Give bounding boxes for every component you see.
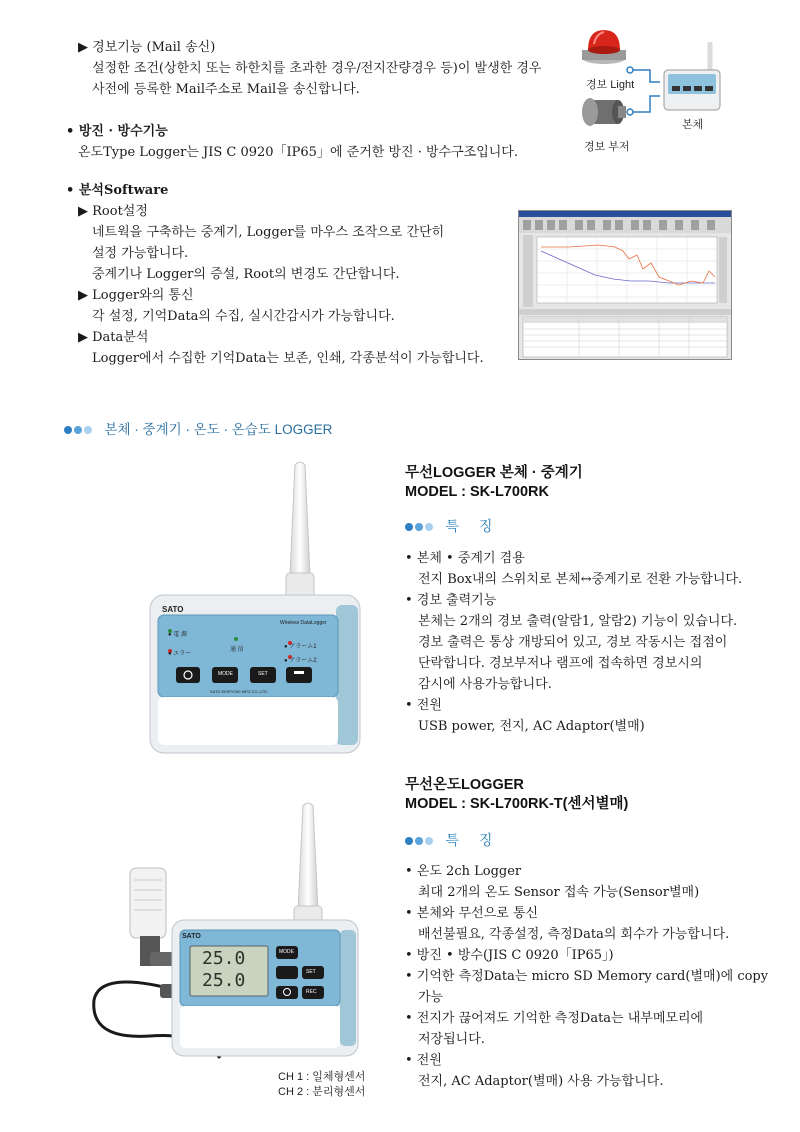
communication-text: 각 설정, 기억Data의 수집, 실시간감시가 가능합니다. — [92, 309, 395, 324]
alarm-function-text: 설정한 조건(상한치 또는 하한치를 초과한 경우/전지잔량경우 등)이 발생한 경우 — [92, 61, 542, 76]
buzzer-label: 경보 부저 — [584, 141, 630, 153]
mini-logger-icon — [664, 42, 720, 110]
product1-feature-title — [405, 516, 500, 536]
product1-name: 무선LOGGER 본체 · 중계기 — [405, 465, 583, 481]
product1-image — [140, 455, 370, 760]
product1-feature-line: USB power, 전지, AC Adaptor(별매) — [418, 719, 645, 734]
product1-set-button: SET — [258, 671, 268, 677]
product1-led-comm: 通 信 — [230, 647, 244, 653]
buzzer-icon — [582, 98, 626, 126]
product1-model: MODEL : SK-L700RK — [405, 484, 549, 500]
root-setting-text: 설정 가능합니다. — [92, 246, 189, 261]
product2-lcd-ch1: 25.0 — [202, 948, 246, 969]
waterproof-text: 온도Type Logger는 JIS C 0920「IP65」에 준거한 방진 · 방수구조입니다. — [78, 145, 519, 160]
product1-led-alarm1: ● アラーム1 — [284, 644, 317, 650]
product2-feature-line: • 본체와 무선으로 통신 — [405, 906, 539, 921]
product2-rec-button: REC — [306, 989, 317, 995]
communication-heading: ▶ Logger와의 통신 — [78, 288, 194, 303]
product2-feature-line: • 전원 — [405, 1053, 442, 1068]
alarm-function-text: 사전에 등록한 Mail주소로 Mail을 송신합니다. — [92, 82, 360, 97]
root-setting-text: 중계기나 Logger의 증설, Root의 변경도 간단합니다. — [92, 267, 400, 282]
product2-feature-line: 전지, AC Adaptor(별매) 사용 가능합니다. — [418, 1074, 664, 1089]
product2-feature-line: • 기억한 측정Data는 micro SD Memory card(별매)에 copy — [405, 969, 769, 984]
product1-feature-line: 단락합니다. 경보부저나 램프에 접속하면 경보시의 — [418, 656, 703, 671]
alarm-light-label: 경보 Light — [586, 79, 635, 91]
waterproof-heading: • 방진 · 방수기능 — [66, 124, 168, 139]
product1-brand: SATO — [162, 605, 184, 614]
product1-panel-label: Wireless DataLogger — [280, 620, 327, 626]
product1-feature-line: 경보 출력은 통상 개방되어 있고, 경보 작동시는 접점이 — [418, 635, 728, 650]
data-analysis-heading: ▶ Data분석 — [78, 330, 149, 345]
product2-set-button: SET — [306, 969, 316, 975]
software-heading: • 분석Software — [66, 183, 169, 198]
feature-title-text: 특 징 — [445, 518, 501, 534]
antenna-icon — [294, 803, 322, 928]
product1-led-error: ● エラー — [168, 651, 192, 657]
product1-maker-label: SATO KEIRYOKI MFG.CO.,LTD. — [210, 689, 269, 694]
product2-lcd-ch2: 25.0 — [202, 970, 246, 991]
product2-feature-line: 최대 2개의 온도 Sensor 접속 가능(Sensor별매) — [418, 885, 700, 900]
product2-model: MODEL : SK-L700RK-T(센서별매) — [405, 796, 629, 812]
product2-feature-line: 배선불필요, 각종설정, 측정Data의 회수가 가능합니다. — [418, 927, 730, 942]
product1-feature-line: 본체는 2개의 경보 출력(알람1, 알람2) 기능이 있습니다. — [418, 614, 738, 629]
product2-feature-line: 가능 — [418, 990, 444, 1005]
root-setting-text: 네트웍을 구축하는 중계기, Logger를 마우스 조작으로 간단히 — [92, 225, 445, 240]
product2-feature-title — [405, 830, 500, 850]
product2-mode-button: MODE — [279, 949, 294, 955]
product1-feature-line: • 전원 — [405, 698, 442, 713]
product1-feature-line: 전지 Box내의 스위치로 본체↔중계기로 전환 가능합니다. — [418, 572, 743, 587]
alarm-function-heading: ▶ 경보기능 (Mail 송신) — [78, 40, 216, 55]
product1-feature-line: • 경보 출력기능 — [405, 593, 497, 608]
software-screenshot-svg — [519, 211, 731, 359]
feature-dots — [405, 832, 435, 850]
product2-caption-ch1: CH 1 : 일체형센서 — [278, 1071, 366, 1083]
product2-feature-line: • 방진 • 방수(JIS C 0920「IP65」) — [405, 948, 614, 963]
product1-feature-line: 감시에 사용가능합니다. — [418, 677, 552, 692]
software-screenshot — [518, 210, 732, 360]
product1-feature-line: • 본체 • 중계기 겸용 — [405, 551, 525, 566]
product1-led-power: ● 電 源 — [168, 632, 187, 638]
product2-feature-line: 저장됩니다. — [418, 1032, 485, 1047]
product2-device-svg — [90, 800, 370, 1066]
product2-caption-ch2: CH 2 : 분리형센서 — [278, 1086, 366, 1098]
feature-dots — [405, 518, 435, 536]
feature-title-text: 특 징 — [445, 832, 501, 848]
product2-brand: SATO — [182, 933, 201, 940]
antenna-icon — [286, 462, 314, 599]
root-setting-heading: ▶ Root설정 — [78, 204, 148, 219]
section-title — [64, 418, 332, 439]
product1-mode-button: MODE — [218, 671, 233, 677]
data-analysis-text: Logger에서 수집한 기억Data는 보존, 인쇄, 각종분석이 가능합니다. — [92, 351, 484, 366]
section-title-text: 본체 · 중계기 · 온도 · 온습도 LOGGER — [104, 422, 333, 437]
unit-label: 본체 — [682, 119, 704, 131]
product2-feature-line: • 전지가 끊어져도 기억한 측정Data는 내부메모리에 — [405, 1011, 704, 1026]
product2-feature-line: • 온도 2ch Logger — [405, 864, 522, 879]
product2-name: 무선온도LOGGER — [405, 777, 524, 793]
product1-led-alarm2: ● アラーム2 — [284, 658, 317, 664]
product2-image — [90, 800, 370, 1066]
section-dots — [64, 421, 94, 439]
alarm-light-icon — [582, 30, 626, 64]
alarm-diagram — [560, 20, 760, 160]
